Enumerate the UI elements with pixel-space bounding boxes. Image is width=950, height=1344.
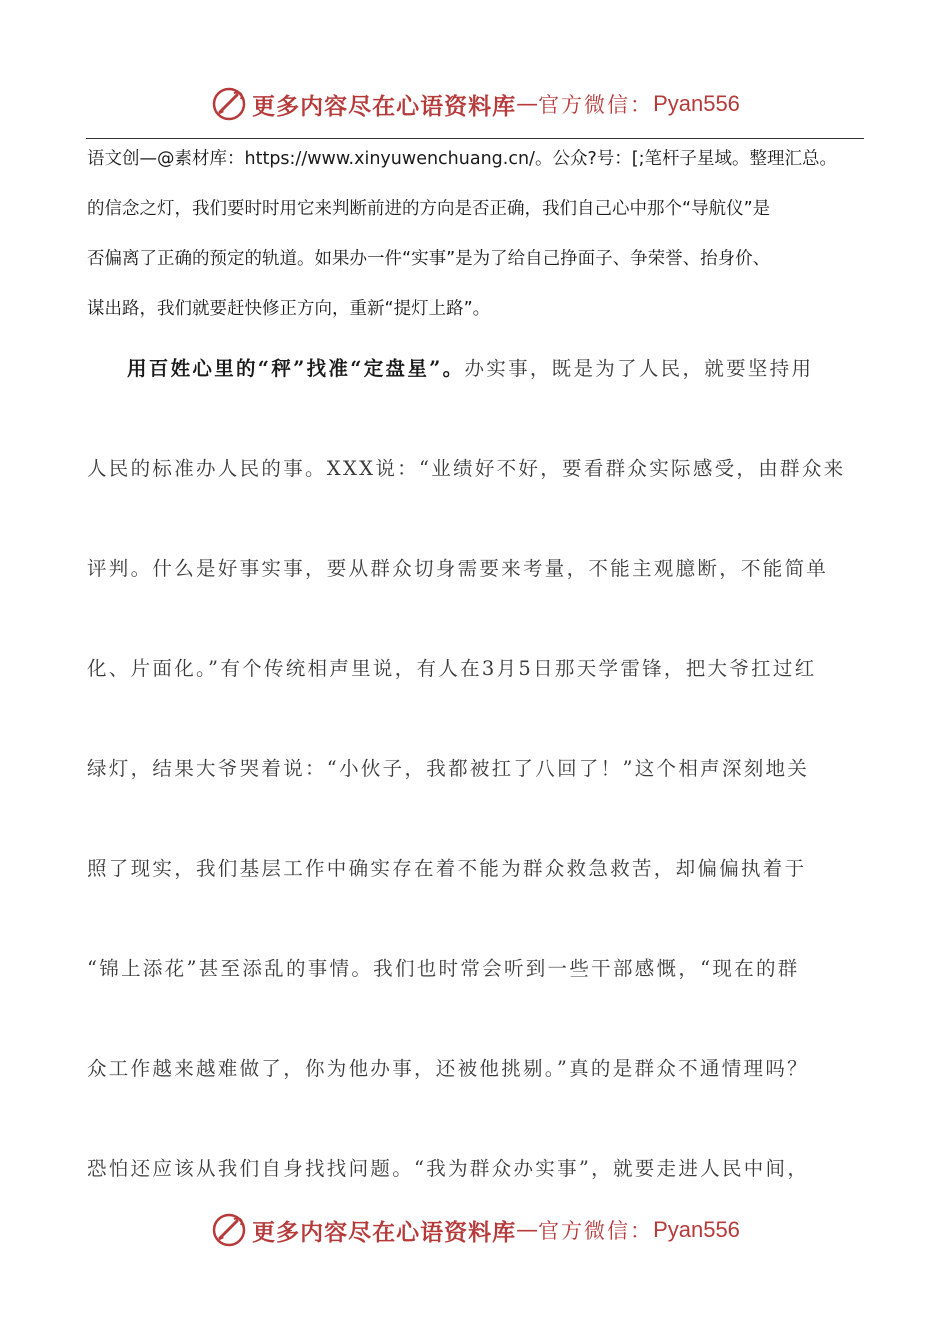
header-banner [0, 80, 950, 128]
text-line: 众工作越来越难做了，你为他办事，还被他挑剔。”真的是群众不通情理吗？ [87, 1057, 809, 1080]
paragraph-first-line-rest: 办实事，既是为了人民，就要坚持用 [464, 357, 814, 380]
text-line: 谋出路，我们就要赶快修正方向，重新“提灯上路”。 [87, 299, 491, 319]
text-line: “锦上添花”甚至添乱的事情。我们也时常会听到一些干部感慨，“现在的群 [87, 957, 800, 980]
banner-wechat-label: 官方微信： [538, 1219, 654, 1243]
paragraph-heading: 用百姓心里的“秤”找准“定盘星”。 [127, 357, 465, 380]
text-line: 恐怕还应该从我们自身找找问题。“我为群众办实事”，就要走进人民中间， [87, 1157, 810, 1180]
pen-logo-icon [210, 85, 248, 123]
continuation-text [87, 142, 867, 342]
banner-wechat-label: 官方微信： [538, 93, 654, 117]
text-line: 否偏离了正确的预定的轨道。如果办一件“实事”是为了给自己挣面子、争荣誉、抬身价、 [87, 249, 771, 269]
text-line: 人民的标准办人民的事。XXX说：“业绩好不好，要看群众实际感受，由群众来 [87, 457, 846, 480]
text-line: 的信念之灯，我们要时时用它来判断前进的方向是否正确，我们自己心中那个“导航仪”是 [87, 199, 771, 219]
header-divider [86, 138, 864, 139]
text-line: 评判。什么是好事实事，要从群众切身需要来考量，不能主观臆断，不能简单 [87, 557, 829, 580]
main-paragraph [87, 344, 867, 1244]
banner-wechat-id: Pyan556 [653, 1217, 740, 1242]
text-line: 照了现实，我们基层工作中确实存在着不能为群众救急救苦，却偏偏执着于 [87, 857, 807, 880]
footer-banner [0, 1206, 950, 1254]
banner-title: 更多内容尽在心语资料库 [252, 1218, 517, 1246]
banner-separator: — [516, 1217, 539, 1243]
banner-title: 更多内容尽在心语资料库 [252, 92, 517, 120]
text-line: 绿灯，结果大爷哭着说：“小伙子，我都被扛了八回了！”这个相声深刻地关 [87, 757, 810, 780]
pen-logo-icon [210, 1211, 248, 1249]
banner-wechat-id: Pyan556 [653, 91, 740, 116]
text-line: 化、片面化。”有个传统相声里说，有人在3月5日那天学雷锋，把大爷扛过红 [87, 657, 817, 680]
banner-separator: — [516, 91, 539, 117]
text-line: 语文创—@素材库：https://www.xinyuwenchuang.cn/。公众?号：[;笔杆子星域。整理汇总。 [87, 149, 837, 169]
paragraph-first-line [87, 344, 867, 444]
